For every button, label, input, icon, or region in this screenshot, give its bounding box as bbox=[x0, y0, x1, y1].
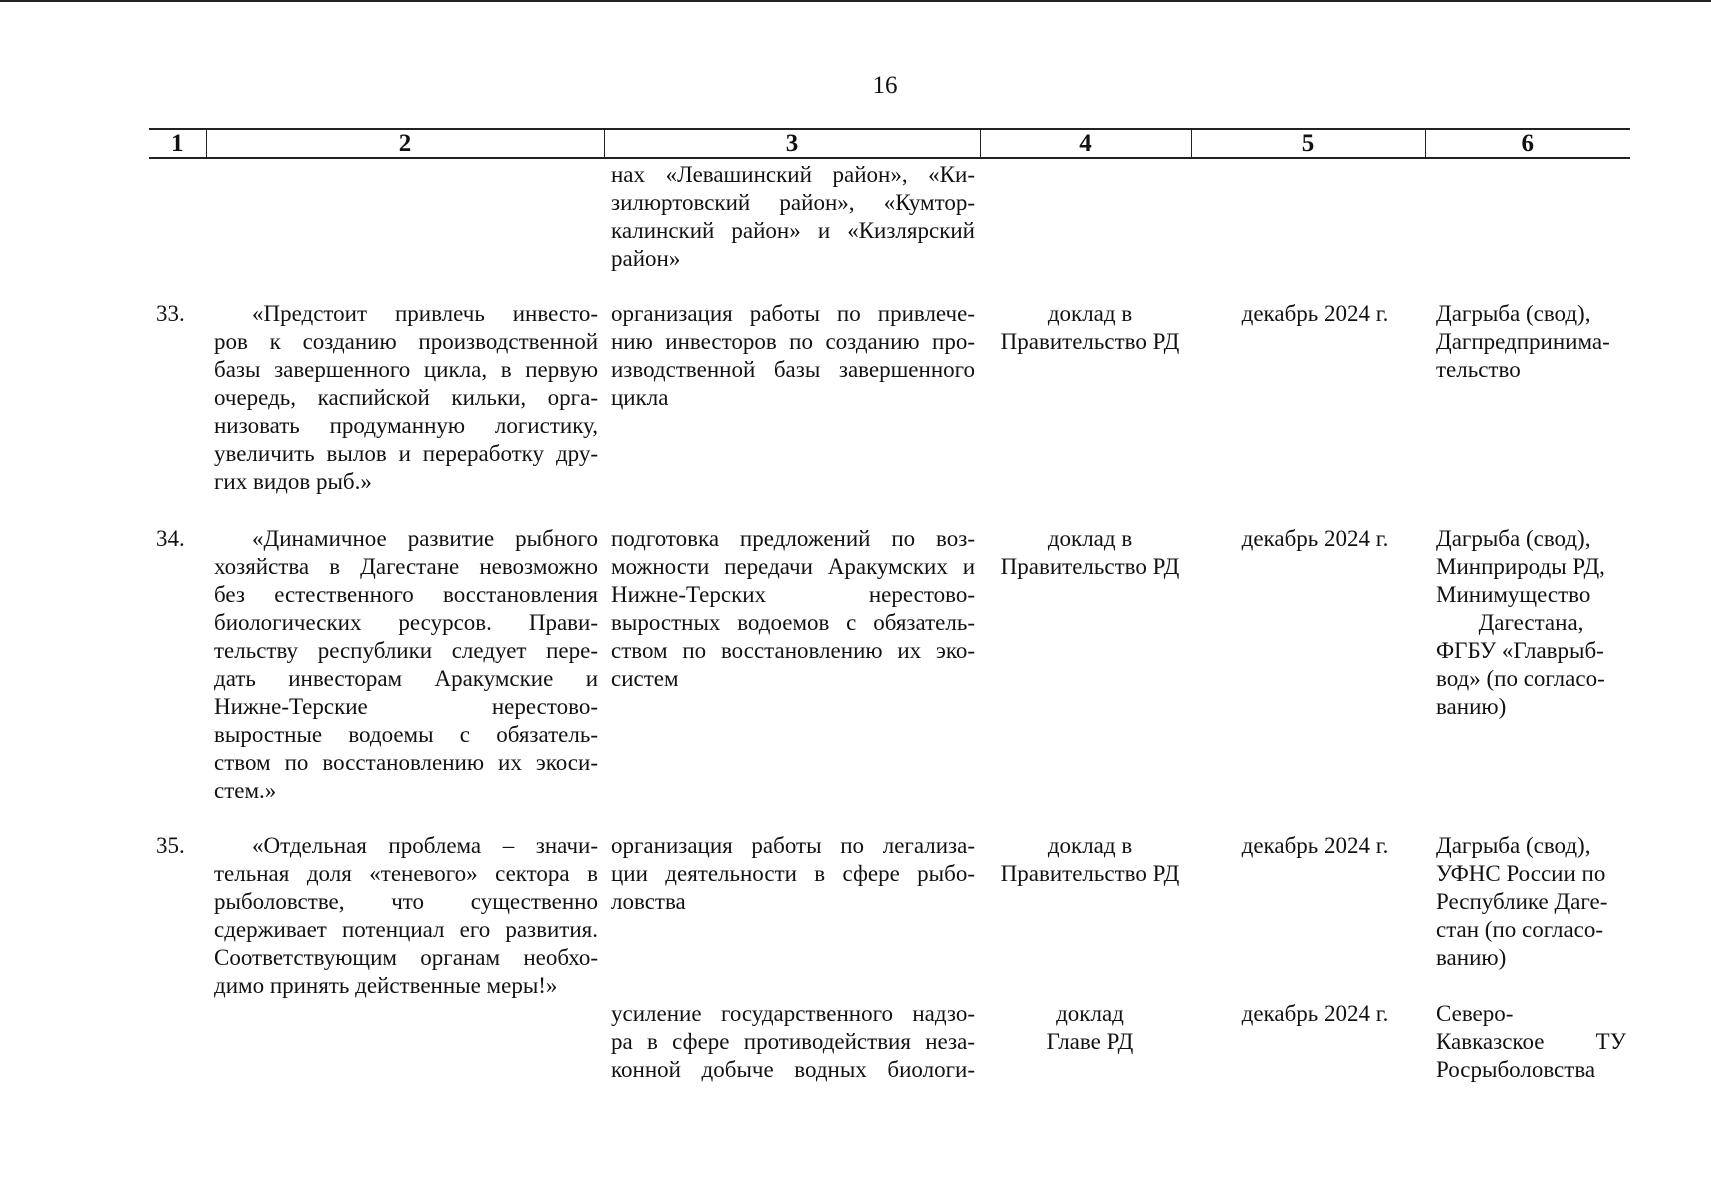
column-header: 1 bbox=[149, 129, 206, 158]
column-header-row bbox=[149, 128, 1630, 159]
deadline: декабрь 2024 г. bbox=[1241, 833, 1389, 858]
report-form: доклад Главе РД bbox=[1046, 1001, 1134, 1054]
responsible-executors: Дагрыба (свод), Минприроды РД, Минимущество Дагестана, ФГБУ «Главрыб- вод» (по согласо- ванию) bbox=[1436, 526, 1605, 719]
measure-text: организация работы по легализа- ции деятельности в сфере рыбо- ловства bbox=[611, 833, 975, 914]
responsible-executors: Дагрыба (свод), Дагпредпринима- тельство bbox=[1436, 301, 1610, 382]
measure-text: усиление государственного надзо- ра в сфере противодействия неза- конной добыче водных биологи- bbox=[611, 1001, 975, 1082]
deadline: декабрь 2024 г. bbox=[1241, 1001, 1389, 1026]
scan-top-edge bbox=[0, 0, 1711, 2]
report-form: доклад в Правительство РД bbox=[1000, 526, 1180, 579]
page-number: 16 bbox=[872, 72, 898, 99]
measure-text: подготовка предложений по воз- можности передачи Аракумских и Нижне-Терских нерестово- выростных водоемов с обязатель- ством по восстановлению их эко- систем bbox=[611, 526, 975, 691]
continued-measure-text: нах «Левашинский район», «Ки- зилюртовский район», «Кумтор- калинский район» и «Кизлярский район» bbox=[611, 162, 975, 271]
report-form: доклад в Правительство РД bbox=[1000, 301, 1180, 354]
row-number: 34. bbox=[156, 526, 185, 551]
column-header: 2 bbox=[206, 129, 604, 158]
quote-text: «Предстоит привлечь инвесто- ров к созданию производственной базы завершенного цикла, в первую очередь, каспийской кильки, орга- низовать продуманную логистику, увеличить вылов и переработку дру- гих видов рыб.» bbox=[214, 301, 598, 494]
row-number: 33. bbox=[156, 301, 185, 326]
responsible-executors: Дагрыба (свод), УФНС России по Республике Даге- стан (по согласо- ванию) bbox=[1436, 833, 1608, 970]
report-form: доклад в Правительство РД bbox=[1000, 833, 1180, 886]
column-header: 6 bbox=[1425, 129, 1630, 158]
column-header: 3 bbox=[604, 129, 980, 158]
deadline: декабрь 2024 г. bbox=[1241, 526, 1389, 551]
responsible-executors: Северо- Кавказское ТУ Росрыболовства bbox=[1436, 1001, 1626, 1082]
quote-text: «Отдельная проблема – значи- тельная доля «теневого» сектора в рыболовстве, что существенно сдерживает потенциал его развития. Соответствующим органам необхо- димо принять действенные меры!» bbox=[214, 833, 598, 998]
measure-text: организация работы по привлече- нию инвесторов по созданию про- изводственной базы завершенного цикла bbox=[611, 301, 975, 410]
deadline: декабрь 2024 г. bbox=[1241, 301, 1389, 326]
row-number: 35. bbox=[156, 833, 185, 858]
column-header: 4 bbox=[980, 129, 1191, 158]
column-header: 5 bbox=[1191, 129, 1425, 158]
quote-text: «Динамичное развитие рыбного хозяйства в Дагестане невозможно без естественного восстановления биологических ресурсов. Прави- тельству республики следует пере- дать инвесторам Аракумские и Нижне-Терские нерестово- выростные водоемы с обязатель- ством по восстановлению их экоси- стем.» bbox=[214, 526, 598, 803]
